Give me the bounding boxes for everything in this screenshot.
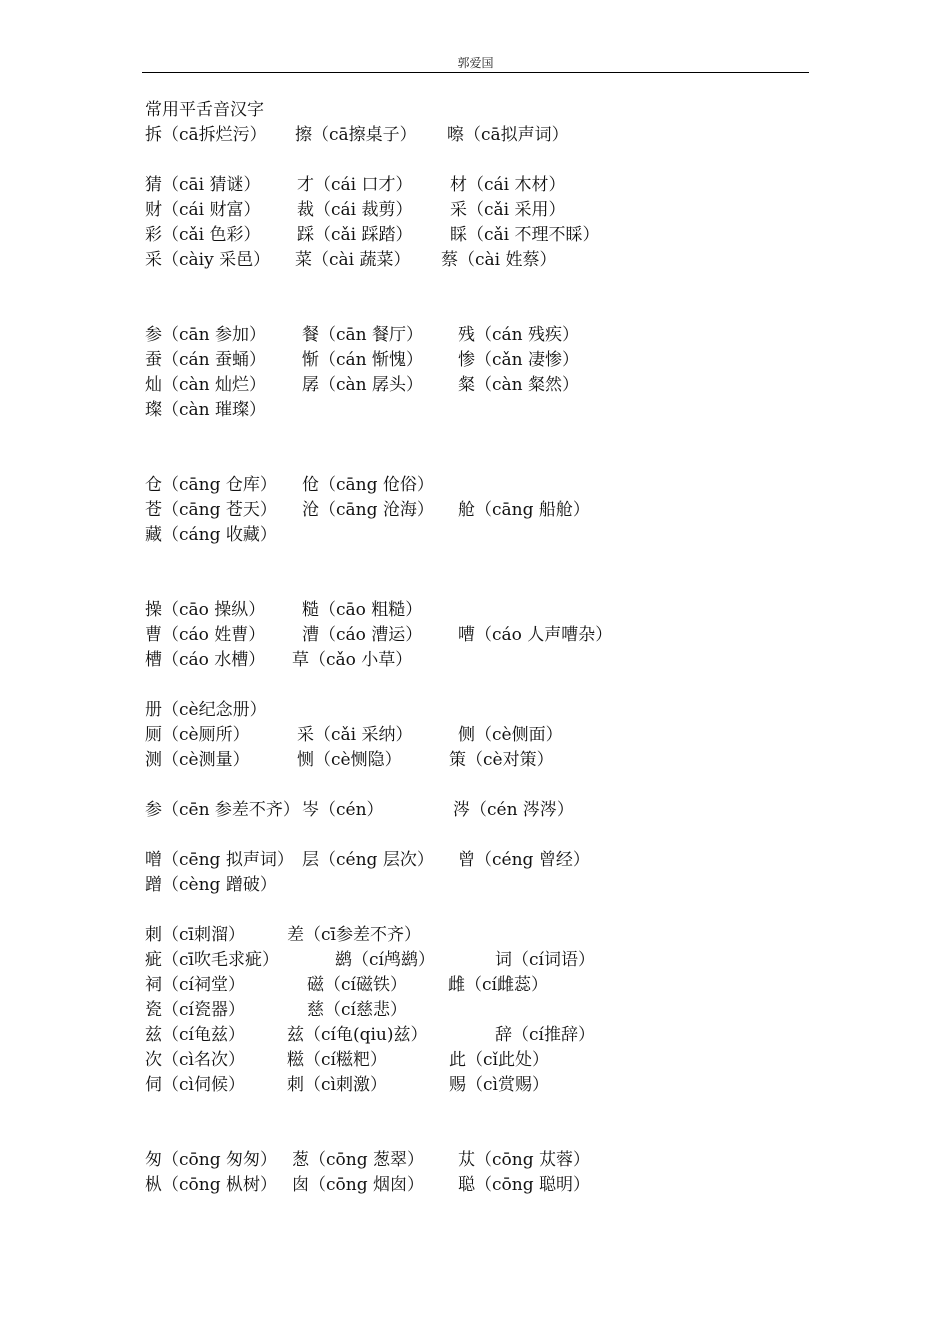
character-entry: 彩（cǎi 色彩） [145, 225, 261, 245]
character-entry: 匆（cōng 匆匆） [145, 1150, 277, 1170]
character-entry: 策（cè对策） [449, 750, 554, 770]
character-entry: 差（cī参差不齐） [287, 925, 421, 945]
character-entry: 糙（cāo 粗糙） [302, 600, 423, 620]
character-entry: 采（cǎi 采用） [450, 200, 566, 220]
character-entry: 惭（cán 惭愧） [302, 350, 424, 370]
entry-row [145, 1000, 805, 1020]
character-entry: 磁（cí磁铁） [307, 975, 407, 995]
entry-row [145, 500, 805, 520]
character-entry: 疵（cī吹毛求疵） [145, 950, 279, 970]
entry-row [145, 200, 805, 220]
header-author: 郭爱国 [457, 56, 494, 70]
entry-row [145, 225, 805, 245]
character-entry: 璨（càn 璀璨） [145, 400, 267, 420]
character-entry: 参（cēn 参差不齐） [145, 800, 300, 820]
character-entry: 聪（cōng 聪明） [458, 1175, 590, 1195]
character-entry: 嚓（cā拟声词） [447, 125, 569, 145]
character-entry: 残（cán 残疾） [458, 325, 580, 345]
character-entry: 槽（cáo 水槽） [145, 650, 266, 670]
character-entry: 伺（cì伺候） [145, 1075, 245, 1095]
character-entry: 猜（cāi 猜谜） [145, 175, 261, 195]
entry-row [145, 375, 805, 395]
character-entry: 沧（cāng 沧海） [302, 500, 434, 520]
document-title: 常用平舌音汉字 [145, 100, 264, 120]
entry-row [145, 750, 805, 770]
character-entry: 灿（càn 灿烂） [145, 375, 267, 395]
character-entry: 曹（cáo 姓曹） [145, 625, 266, 645]
entry-row [145, 400, 805, 420]
character-entry: 采（cǎi 采纳） [297, 725, 413, 745]
character-entry: 睬（cǎi 不理不睬） [450, 225, 600, 245]
character-entry: 苁（cōng 苁蓉） [458, 1150, 590, 1170]
character-entry: 祠（cí祠堂） [145, 975, 245, 995]
character-entry: 雌（cí雌蕊） [448, 975, 548, 995]
entry-row [145, 1050, 805, 1070]
entry-row [145, 325, 805, 345]
character-entry: 蹭（cèng 蹭破） [145, 875, 277, 895]
entry-row [145, 700, 805, 720]
character-entry: 参（cān 参加） [145, 325, 267, 345]
character-entry: 嘈（cáo 人声嘈杂） [458, 625, 613, 645]
character-entry: 册（cè纪念册） [145, 700, 267, 720]
character-entry: 次（cì名次） [145, 1050, 245, 1070]
character-entry: 刺（cī刺溜） [145, 925, 245, 945]
character-entry: 涔（cén 涔涔） [453, 800, 574, 820]
entry-row [145, 650, 805, 670]
character-entry: 仓（cāng 仓库） [145, 475, 277, 495]
entry-row [145, 1025, 805, 1045]
character-entry: 裁（cái 裁剪） [297, 200, 413, 220]
entry-row [145, 175, 805, 195]
character-entry: 擦（cā擦桌子） [295, 125, 417, 145]
entry-row [145, 525, 805, 545]
character-entry: 采（càiy 采邑） [145, 250, 271, 270]
character-entry: 孱（càn 孱头） [302, 375, 424, 395]
entry-row [145, 250, 805, 270]
character-entry: 词（cí词语） [495, 950, 595, 970]
character-entry: 财（cái 财富） [145, 200, 261, 220]
character-entry: 粲（càn 粲然） [458, 375, 580, 395]
character-entry: 枞（cōng 枞树） [145, 1175, 277, 1195]
character-entry: 鹚（cí鸬鹚） [335, 950, 435, 970]
character-entry: 岑（cén） [302, 800, 384, 820]
character-entry: 拆（cā拆烂污） [145, 125, 267, 145]
entry-row [145, 950, 805, 970]
entry-row [145, 475, 805, 495]
entry-row [145, 725, 805, 745]
character-entry: 兹（cí龟兹） [145, 1025, 245, 1045]
character-entry: 餐（cān 餐厅） [302, 325, 424, 345]
character-entry: 菜（cài 蔬菜） [295, 250, 411, 270]
entry-row [145, 975, 805, 995]
character-entry: 侧（cè侧面） [458, 725, 563, 745]
entry-row [145, 1175, 805, 1195]
entry-row [145, 600, 805, 620]
character-entry: 层（céng 层次） [302, 850, 434, 870]
character-entry: 漕（cáo 漕运） [302, 625, 423, 645]
character-entry: 伧（cāng 伧俗） [302, 475, 434, 495]
character-entry: 辞（cí推辞） [495, 1025, 595, 1045]
character-entry: 兹（cí龟(qiu)兹） [287, 1025, 428, 1045]
character-entry: 惨（cǎn 凄惨） [458, 350, 580, 370]
entry-row [145, 850, 805, 870]
character-entry: 藏（cáng 收藏） [145, 525, 277, 545]
entry-row [145, 925, 805, 945]
entry-row [145, 800, 805, 820]
character-entry: 糍（cí糍粑） [287, 1050, 387, 1070]
entry-row [145, 875, 805, 895]
character-entry: 葱（cōng 葱翠） [292, 1150, 424, 1170]
character-entry: 舱（cāng 船舱） [458, 500, 590, 520]
entry-row [145, 1075, 805, 1095]
character-entry: 蚕（cán 蚕蛹） [145, 350, 267, 370]
character-entry: 此（cǐ此处） [449, 1050, 549, 1070]
character-entry: 操（cāo 操纵） [145, 600, 266, 620]
character-entry: 踩（cǎi 踩踏） [297, 225, 413, 245]
character-entry: 厕（cè厕所） [145, 725, 250, 745]
page-header [142, 56, 809, 73]
character-entry: 赐（cì赏赐） [449, 1075, 549, 1095]
character-entry: 曾（céng 曾经） [458, 850, 590, 870]
character-entry: 刺（cì刺激） [287, 1075, 387, 1095]
character-entry: 测（cè测量） [145, 750, 250, 770]
character-entry: 瓷（cí瓷器） [145, 1000, 245, 1020]
entry-row [145, 125, 805, 145]
character-entry: 噌（cēng 拟声词） [145, 850, 294, 870]
entry-row [145, 1150, 805, 1170]
character-entry: 才（cái 口才） [297, 175, 413, 195]
character-entry: 苍（cāng 苍天） [145, 500, 277, 520]
entry-row [145, 350, 805, 370]
character-entry: 草（cǎo 小草） [292, 650, 413, 670]
character-entry: 囱（cōng 烟囱） [292, 1175, 424, 1195]
character-entry: 恻（cè恻隐） [297, 750, 402, 770]
character-entry: 慈（cí慈悲） [307, 1000, 407, 1020]
character-entry: 蔡（cài 姓蔡） [441, 250, 557, 270]
entry-row [145, 625, 805, 645]
character-entry: 材（cái 木材） [450, 175, 566, 195]
